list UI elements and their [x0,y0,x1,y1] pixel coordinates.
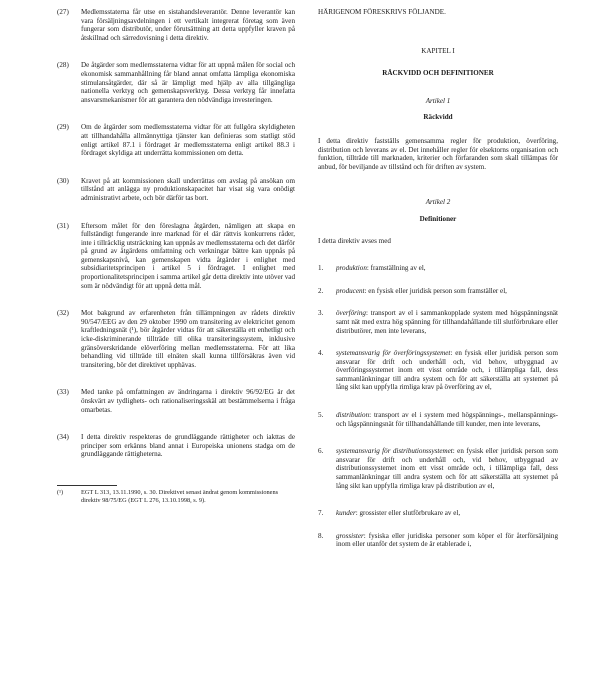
definition-number: 7. [318,509,324,518]
definition-item [318,287,558,296]
definition-term: systemansvarig för distributionssystemet [336,447,453,456]
definition-text: : framställning av el, [366,264,426,273]
definition-text: : en fysisk eller juridisk person som ansvarar för drift och underhåll och, vid behov, utbyggnad av distributionssystemet inom ett visst område och, i tillämpliga fall, dess sammanlänkningar till andra system och för att säkerställa att systemet på lång sikt kan uppfylla rimliga krav på distribution av el, [336,447,558,490]
definition-text: : grossister eller slutförbrukare av el, [355,509,461,518]
definition-item [318,411,558,428]
chapter-label: KAPITEL I [421,46,455,55]
recital-text: Mot bakgrund av erfarenheten från tillämpningen av rådets direktiv 90/547/EEG av den 29 oktober 1990 om transitering av elektricitet genom kraftledningsnät (¹), bör åtgärder vidtas för att säkerställa ett enhetligt och icke-diskriminerande tillträde till olika transiteringssystem, inklusive gränsöverskridande elöverföring mellan medlemsstaterna. För att lika behandling vid tillträde till elnäten skall kunna tillförsäkras även vid transitering, bör det direktivet upphävas. [81,309,295,369]
article-2-label: Artikel 2 [425,198,451,207]
definition-text: : fysiska eller juridiska personer som köper el för återförsäljning inom eller utanför det system de är etablerade i, [336,531,558,549]
recital-32 [57,309,295,369]
left-column [57,8,295,504]
right-column [318,8,558,549]
footnote-number: (¹) [57,488,64,496]
recital-number: (29) [57,123,69,132]
footnote-text: EGT L 313, 13.11.1990, s. 30. Direktivet senast ändrat genom kommissionens direktiv 98/75/EG (EGT L 276, 13.10.1998, s. 9). [81,488,279,504]
article-1-text: I detta direktiv fastställs gemensamma regler för produktion, överföring, distribution och leverans av el. Det innehåller regler för elsektorns organisation och funktion, tillträde till marknaden, kriterier och förfaranden som skall tillämpas för anbud, för beviljande av tillstånd och för driften av system. [318,136,558,171]
recital-number: (33) [57,388,69,397]
enacting-formula: HÄRIGENOM FÖRESKRIVS FÖLJANDE. [318,8,446,16]
recital-number: (28) [57,61,69,70]
recital-29 [57,123,295,157]
footnote [57,489,295,504]
recital-text: Eftersom målet för den föreslagna åtgärden, nämligen att skapa en fullständigt fungerande inre marknad för el där rättvis konkurrens råder, inte i tillräcklig utsträckning kan uppnås av medlemsstaterna och det därför på grund av åtgärdens omfattning och verkningar bättre kan uppnås på gemenskapsnivå, kan gemenskapen vidta åtgärder i enlighet med subsidiaritetsprincipen i artikel 5 i fördraget. I enlighet med proportionalitetsprincipen i samma artikel går detta direktiv inte utöver vad som är nödvändigt för att uppnå detta mål. [81,221,295,290]
definition-term: produktion [336,264,367,273]
definition-number: 4. [318,349,324,358]
article-2-title: Definitioner [419,214,457,223]
recital-31 [57,222,295,291]
definition-item [318,349,558,392]
recital-number: (32) [57,309,69,318]
definition-term: kunder [336,509,356,518]
definition-term: distribution [336,411,370,420]
definition-item [318,509,558,518]
definition-number: 3. [318,309,324,318]
definition-term: systemansvarig för överföringssystemet [336,349,451,358]
definition-text: : transport av el i system med högspännings-, mellanspännings- och lågspänningsnät för tillhandahållande till kunder, men inte leverans, [336,411,558,428]
recital-number: (34) [57,433,69,442]
definition-item [318,532,558,549]
definition-text: : en fysisk eller juridisk person som framställer el, [364,286,507,295]
recital-text: Medlemsstaterna får utse en sistahandsleverantör. Denne leverantör kan vara försäljningsavdelningen i ett vertikalt integrerat företag som även fungerar som distributör, under förutsättning att detta uppfyller kraven på åtskillnad och särredovisning i detta direktiv. [81,8,295,42]
recital-27 [57,8,295,42]
recital-28 [57,61,295,104]
article-2-intro: I detta direktiv avses med [318,236,391,245]
recital-text: I detta direktiv respekteras de grundläggande rättigheter och iakttas de principer som erkänns bland annat i Europeiska unionens stadga om de grundläggande rättigheterna. [81,433,295,459]
definition-item [318,309,558,335]
article-1-label: Artikel 1 [425,96,451,105]
definition-number: 5. [318,411,324,420]
definition-text: : transport av el i sammankopplade system med högspänningsnät samt nät med extra hög spänning för tillhandahållande till slutförbrukare eller distributörer, men inte leverans, [336,309,558,335]
article-1-title: Räckvidd [423,113,453,122]
definition-item [318,264,558,273]
recital-text: Kravet på att kommissionen skall underrättas om avslag på ansökan om tillstånd att anlägga ny produktionskapacitet har visat sig vara onödigt administrativt arbete, och bör därför tas bort. [81,176,295,202]
recital-34 [57,433,295,459]
definition-number: 8. [318,531,324,540]
footnote-divider [57,485,117,486]
recital-number: (31) [57,221,69,230]
recital-number: (27) [57,8,69,16]
definition-number: 2. [318,286,324,295]
definition-text: : en fysisk eller juridisk person som ansvarar för drift och underhåll och, vid behov, utbyggnad av överföringssystemet inom ett visst område och, i tillämpliga fall, dess sammanlänkningar till andra system och för att säkerställa att systemet på lång sikt kan uppfylla rimliga krav på överföring av el, [336,349,558,392]
definition-term: grossister [336,531,364,540]
recital-33 [57,388,295,414]
recital-text: Med tanke på omfattningen av ändringarna i direktiv 96/92/EG är det önskvärt av tydlighets- och rationaliseringsskäl att bestämmelserna i fråga omarbetas. [81,388,295,414]
recital-number: (30) [57,176,69,185]
definition-number: 1. [318,264,324,273]
definition-term: producent [336,286,365,295]
definition-term: överföring [336,309,366,318]
definition-number: 6. [318,447,324,456]
recital-30 [57,177,295,203]
recital-text: Om de åtgärder som medlemsstaterna vidtar för att fullgöra skyldigheten att tillhandahålla allmännyttiga tjänster kan definieras som statligt stöd enligt artikel 87.1 i fördraget är medlemsstaterna enligt artikel 88.3 i fördraget skyldiga att underrätta kommissionen om detta. [81,123,295,158]
recital-text: De åtgärder som medlemsstaterna vidtar för att uppnå målen för social och ekonomisk sammanhållning får bland annat omfatta lämpliga ekonomiska stimulansåtgärder, där så är lämpligt med hjälp av alla tillgängliga nationella verktyg och gemenskapsverktyg. Dessa verktyg får innefatta ansvarsmekanismer för att garantera den nödvändiga investeringen. [81,61,295,104]
definition-item [318,447,558,490]
chapter-title: RÄCKVIDD OCH DEFINITIONER [382,69,494,78]
